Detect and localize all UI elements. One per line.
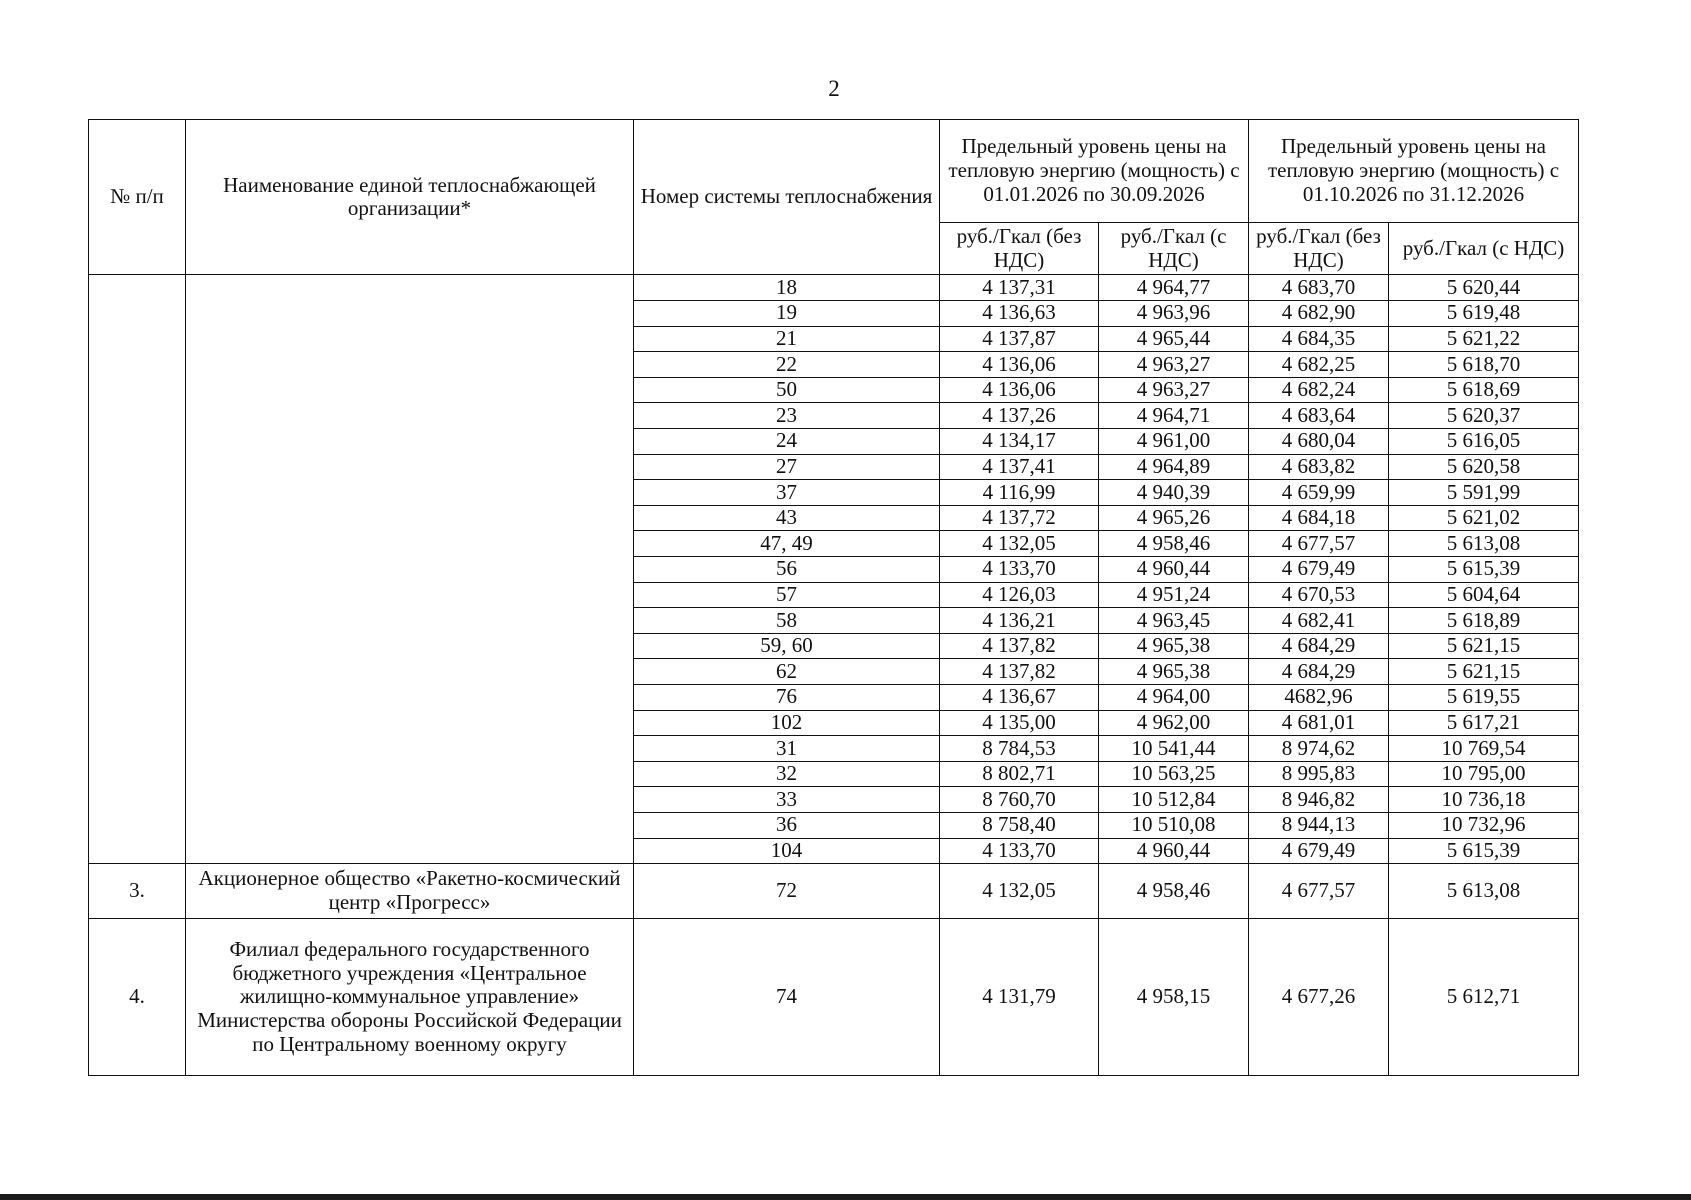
table-row: [89, 633, 1579, 659]
header-period-2: Предельный уровень цены на тепловую энергию (мощность) с 01.10.2026 по 31.12.2026: [1249, 120, 1579, 223]
table-row: [89, 710, 1579, 736]
blank-cell: [186, 710, 634, 736]
table-row: [89, 377, 1579, 403]
system-rows: [89, 275, 1579, 864]
blank-cell: [186, 608, 634, 634]
blank-cell: [89, 454, 186, 480]
blank-cell: [186, 403, 634, 429]
table-row: [89, 480, 1579, 506]
price-p2-vat: 5 613,08: [1389, 864, 1579, 919]
price-p2-no-vat: 4 683,82: [1249, 454, 1389, 480]
table-row: [89, 761, 1579, 787]
blank-cell: [186, 454, 634, 480]
table-row: [89, 684, 1579, 710]
blank-cell: [89, 429, 186, 455]
price-p2-no-vat: 4 677,26: [1249, 919, 1389, 1076]
org-row: [89, 864, 1579, 919]
price-p1-no-vat: 4 116,99: [940, 480, 1099, 506]
table-row: [89, 403, 1579, 429]
blank-cell: [186, 429, 634, 455]
price-p2-vat: 5 618,89: [1389, 608, 1579, 634]
price-p1-no-vat: 4 132,05: [940, 531, 1099, 557]
price-p2-vat: 5 621,02: [1389, 505, 1579, 531]
price-p2-no-vat: 4 659,99: [1249, 480, 1389, 506]
price-p1-no-vat: 8 758,40: [940, 812, 1099, 838]
table-row: [89, 582, 1579, 608]
table-row: [89, 326, 1579, 352]
org-name: Филиал федерального государственного бюджетного учреждения «Центральное жилищно-коммунальное управление» Министерства обороны Российской Федерации по Центральному военному округу: [186, 919, 634, 1076]
system-number: 62: [634, 659, 940, 685]
blank-cell: [186, 684, 634, 710]
org-number: 4.: [89, 919, 186, 1076]
system-number: 19: [634, 301, 940, 327]
system-number: 47, 49: [634, 531, 940, 557]
price-p2-no-vat: 4 681,01: [1249, 710, 1389, 736]
blank-cell: [186, 505, 634, 531]
price-p1-no-vat: 4 137,72: [940, 505, 1099, 531]
price-p1-no-vat: 4 131,79: [940, 919, 1099, 1076]
price-p1-vat: 4 962,00: [1099, 710, 1249, 736]
price-p2-vat: 5 619,48: [1389, 301, 1579, 327]
blank-cell: [89, 505, 186, 531]
price-p2-vat: 10 736,18: [1389, 787, 1579, 813]
org-row: [89, 919, 1579, 1076]
price-p1-no-vat: 4 136,06: [940, 352, 1099, 378]
table-row: [89, 429, 1579, 455]
price-p2-vat: 5 615,39: [1389, 838, 1579, 864]
table-row: [89, 505, 1579, 531]
price-p1-no-vat: 4 136,63: [940, 301, 1099, 327]
table-row: [89, 812, 1579, 838]
blank-cell: [89, 531, 186, 557]
price-p1-no-vat: 4 137,26: [940, 403, 1099, 429]
price-p2-vat: 10 732,96: [1389, 812, 1579, 838]
header-period-1: Предельный уровень цены на тепловую энергию (мощность) с 01.01.2026 по 30.09.2026: [940, 120, 1249, 223]
org-number: 3.: [89, 864, 186, 919]
blank-cell: [89, 301, 186, 327]
table-row: [89, 736, 1579, 762]
price-p1-no-vat: 4 133,70: [940, 838, 1099, 864]
price-p1-vat: 10 510,08: [1099, 812, 1249, 838]
price-p1-vat: 4 964,00: [1099, 684, 1249, 710]
blank-cell: [186, 736, 634, 762]
price-p1-vat: 10 541,44: [1099, 736, 1249, 762]
price-p2-no-vat: 8 995,83: [1249, 761, 1389, 787]
system-number: 57: [634, 582, 940, 608]
price-p2-no-vat: 4 677,57: [1249, 864, 1389, 919]
price-p1-vat: 4 963,45: [1099, 608, 1249, 634]
price-p2-no-vat: 4 682,25: [1249, 352, 1389, 378]
price-p2-no-vat: 4 680,04: [1249, 429, 1389, 455]
price-p2-no-vat: 4 679,49: [1249, 556, 1389, 582]
price-p2-no-vat: 4682,96: [1249, 684, 1389, 710]
price-p2-no-vat: 4 679,49: [1249, 838, 1389, 864]
blank-cell: [186, 659, 634, 685]
system-number: 56: [634, 556, 940, 582]
blank-cell: [89, 403, 186, 429]
blank-cell: [186, 582, 634, 608]
table-row: [89, 838, 1579, 864]
table-row: [89, 301, 1579, 327]
blank-cell: [186, 326, 634, 352]
blank-cell: [186, 838, 634, 864]
price-p1-no-vat: 4 136,21: [940, 608, 1099, 634]
system-number: 23: [634, 403, 940, 429]
blank-cell: [89, 838, 186, 864]
blank-cell: [186, 761, 634, 787]
price-p1-no-vat: 4 137,82: [940, 633, 1099, 659]
price-p2-no-vat: 4 684,18: [1249, 505, 1389, 531]
price-p1-vat: 4 958,46: [1099, 531, 1249, 557]
price-p2-no-vat: 4 682,24: [1249, 377, 1389, 403]
blank-cell: [89, 556, 186, 582]
system-number: 24: [634, 429, 940, 455]
price-p1-vat: 4 963,27: [1099, 377, 1249, 403]
price-p1-no-vat: 4 136,67: [940, 684, 1099, 710]
header-org: Наименование единой теплоснабжающей организации*: [186, 120, 634, 275]
table-row: [89, 352, 1579, 378]
price-p2-vat: 5 618,69: [1389, 377, 1579, 403]
system-number: 50: [634, 377, 940, 403]
price-p2-vat: 5 621,15: [1389, 659, 1579, 685]
system-number: 33: [634, 787, 940, 813]
system-number: 72: [634, 864, 940, 919]
tariff-table: [88, 119, 1579, 1076]
table-row: [89, 608, 1579, 634]
price-p1-vat: 10 563,25: [1099, 761, 1249, 787]
price-p2-no-vat: 8 944,13: [1249, 812, 1389, 838]
price-p2-vat: 5 620,58: [1389, 454, 1579, 480]
blank-cell: [186, 480, 634, 506]
blank-cell: [89, 684, 186, 710]
price-p1-no-vat: 4 133,70: [940, 556, 1099, 582]
system-number: 74: [634, 919, 940, 1076]
price-p1-no-vat: 4 126,03: [940, 582, 1099, 608]
system-number: 43: [634, 505, 940, 531]
price-p2-no-vat: 4 684,35: [1249, 326, 1389, 352]
blank-cell: [89, 736, 186, 762]
price-p2-vat: 5 617,21: [1389, 710, 1579, 736]
price-p1-no-vat: 8 760,70: [940, 787, 1099, 813]
price-p1-no-vat: 8 802,71: [940, 761, 1099, 787]
blank-cell: [186, 275, 634, 301]
price-p1-vat: 4 964,89: [1099, 454, 1249, 480]
blank-cell: [186, 531, 634, 557]
price-p2-vat: 5 615,39: [1389, 556, 1579, 582]
price-p1-vat: 4 965,38: [1099, 633, 1249, 659]
price-p1-no-vat: 4 135,00: [940, 710, 1099, 736]
price-p1-no-vat: 4 137,87: [940, 326, 1099, 352]
price-p1-vat: 4 951,24: [1099, 582, 1249, 608]
price-p2-no-vat: 8 974,62: [1249, 736, 1389, 762]
price-p1-no-vat: 4 132,05: [940, 864, 1099, 919]
price-p2-no-vat: 8 946,82: [1249, 787, 1389, 813]
blank-cell: [89, 608, 186, 634]
scan-edge-line: [0, 1194, 1691, 1200]
page-number: 2: [828, 76, 840, 101]
price-p2-vat: 5 618,70: [1389, 352, 1579, 378]
price-p2-vat: 5 621,22: [1389, 326, 1579, 352]
price-p1-vat: 4 961,00: [1099, 429, 1249, 455]
price-p2-vat: 5 612,71: [1389, 919, 1579, 1076]
blank-cell: [186, 787, 634, 813]
price-p1-vat: 4 960,44: [1099, 838, 1249, 864]
header-row-1: [89, 120, 1579, 223]
blank-cell: [89, 326, 186, 352]
table-row: [89, 531, 1579, 557]
price-p2-no-vat: 4 684,29: [1249, 659, 1389, 685]
price-p1-no-vat: 8 784,53: [940, 736, 1099, 762]
blank-cell: [186, 812, 634, 838]
price-p1-no-vat: 4 137,31: [940, 275, 1099, 301]
blank-cell: [89, 787, 186, 813]
blank-cell: [89, 812, 186, 838]
table-row: [89, 659, 1579, 685]
price-p2-no-vat: 4 683,64: [1249, 403, 1389, 429]
blank-cell: [186, 377, 634, 403]
price-p2-vat: 5 616,05: [1389, 429, 1579, 455]
price-p2-vat: 5 621,15: [1389, 633, 1579, 659]
system-number: 104: [634, 838, 940, 864]
system-number: 102: [634, 710, 940, 736]
blank-cell: [89, 275, 186, 301]
table-row: [89, 556, 1579, 582]
price-p1-vat: 4 965,44: [1099, 326, 1249, 352]
blank-cell: [186, 301, 634, 327]
price-p1-vat: 4 964,77: [1099, 275, 1249, 301]
price-p1-vat: 4 958,46: [1099, 864, 1249, 919]
blank-cell: [186, 556, 634, 582]
price-p1-vat: 4 940,39: [1099, 480, 1249, 506]
blank-cell: [89, 352, 186, 378]
blank-cell: [89, 659, 186, 685]
price-p1-vat: 4 963,96: [1099, 301, 1249, 327]
system-number: 22: [634, 352, 940, 378]
price-p1-no-vat: 4 137,41: [940, 454, 1099, 480]
system-number: 21: [634, 326, 940, 352]
price-p1-no-vat: 4 134,17: [940, 429, 1099, 455]
price-p2-no-vat: 4 683,70: [1249, 275, 1389, 301]
price-p1-vat: 4 958,15: [1099, 919, 1249, 1076]
price-p1-vat: 4 964,71: [1099, 403, 1249, 429]
table-row: [89, 454, 1579, 480]
price-p2-vat: 5 604,64: [1389, 582, 1579, 608]
blank-cell: [186, 352, 634, 378]
price-p2-vat: 5 591,99: [1389, 480, 1579, 506]
org-name: Акционерное общество «Ракетно-космический центр «Прогресс»: [186, 864, 634, 919]
header-p1-vat: руб./Гкал (с НДС): [1099, 223, 1249, 275]
system-number: 32: [634, 761, 940, 787]
system-number: 59, 60: [634, 633, 940, 659]
header-p2-no-vat: руб./Гкал (без НДС): [1249, 223, 1389, 275]
header-system: Номер системы теплоснабжения: [634, 120, 940, 275]
blank-cell: [186, 633, 634, 659]
price-p1-vat: 4 965,38: [1099, 659, 1249, 685]
price-p1-no-vat: 4 137,82: [940, 659, 1099, 685]
price-p1-vat: 4 965,26: [1099, 505, 1249, 531]
price-p2-vat: 5 620,44: [1389, 275, 1579, 301]
price-p2-no-vat: 4 682,90: [1249, 301, 1389, 327]
price-p2-vat: 10 795,00: [1389, 761, 1579, 787]
header-p2-vat: руб./Гкал (с НДС): [1389, 223, 1579, 275]
system-number: 36: [634, 812, 940, 838]
price-p1-vat: 4 963,27: [1099, 352, 1249, 378]
price-p2-vat: 5 613,08: [1389, 531, 1579, 557]
system-number: 18: [634, 275, 940, 301]
system-number: 37: [634, 480, 940, 506]
price-p2-vat: 5 620,37: [1389, 403, 1579, 429]
org-rows: [89, 864, 1579, 1076]
system-number: 76: [634, 684, 940, 710]
price-p2-no-vat: 4 682,41: [1249, 608, 1389, 634]
price-p2-vat: 5 619,55: [1389, 684, 1579, 710]
blank-cell: [89, 710, 186, 736]
blank-cell: [89, 633, 186, 659]
blank-cell: [89, 582, 186, 608]
table-row: [89, 275, 1579, 301]
price-p1-vat: 4 960,44: [1099, 556, 1249, 582]
price-p1-vat: 10 512,84: [1099, 787, 1249, 813]
system-number: 27: [634, 454, 940, 480]
tariff-table-wrapper: [88, 119, 1578, 1076]
price-p2-vat: 10 769,54: [1389, 736, 1579, 762]
price-p2-no-vat: 4 677,57: [1249, 531, 1389, 557]
price-p2-no-vat: 4 670,53: [1249, 582, 1389, 608]
table-row: [89, 787, 1579, 813]
blank-cell: [89, 377, 186, 403]
system-number: 58: [634, 608, 940, 634]
price-p1-no-vat: 4 136,06: [940, 377, 1099, 403]
system-number: 31: [634, 736, 940, 762]
header-p1-no-vat: руб./Гкал (без НДС): [940, 223, 1099, 275]
blank-cell: [89, 480, 186, 506]
header-num: № п/п: [89, 120, 186, 275]
price-p2-no-vat: 4 684,29: [1249, 633, 1389, 659]
blank-cell: [89, 761, 186, 787]
